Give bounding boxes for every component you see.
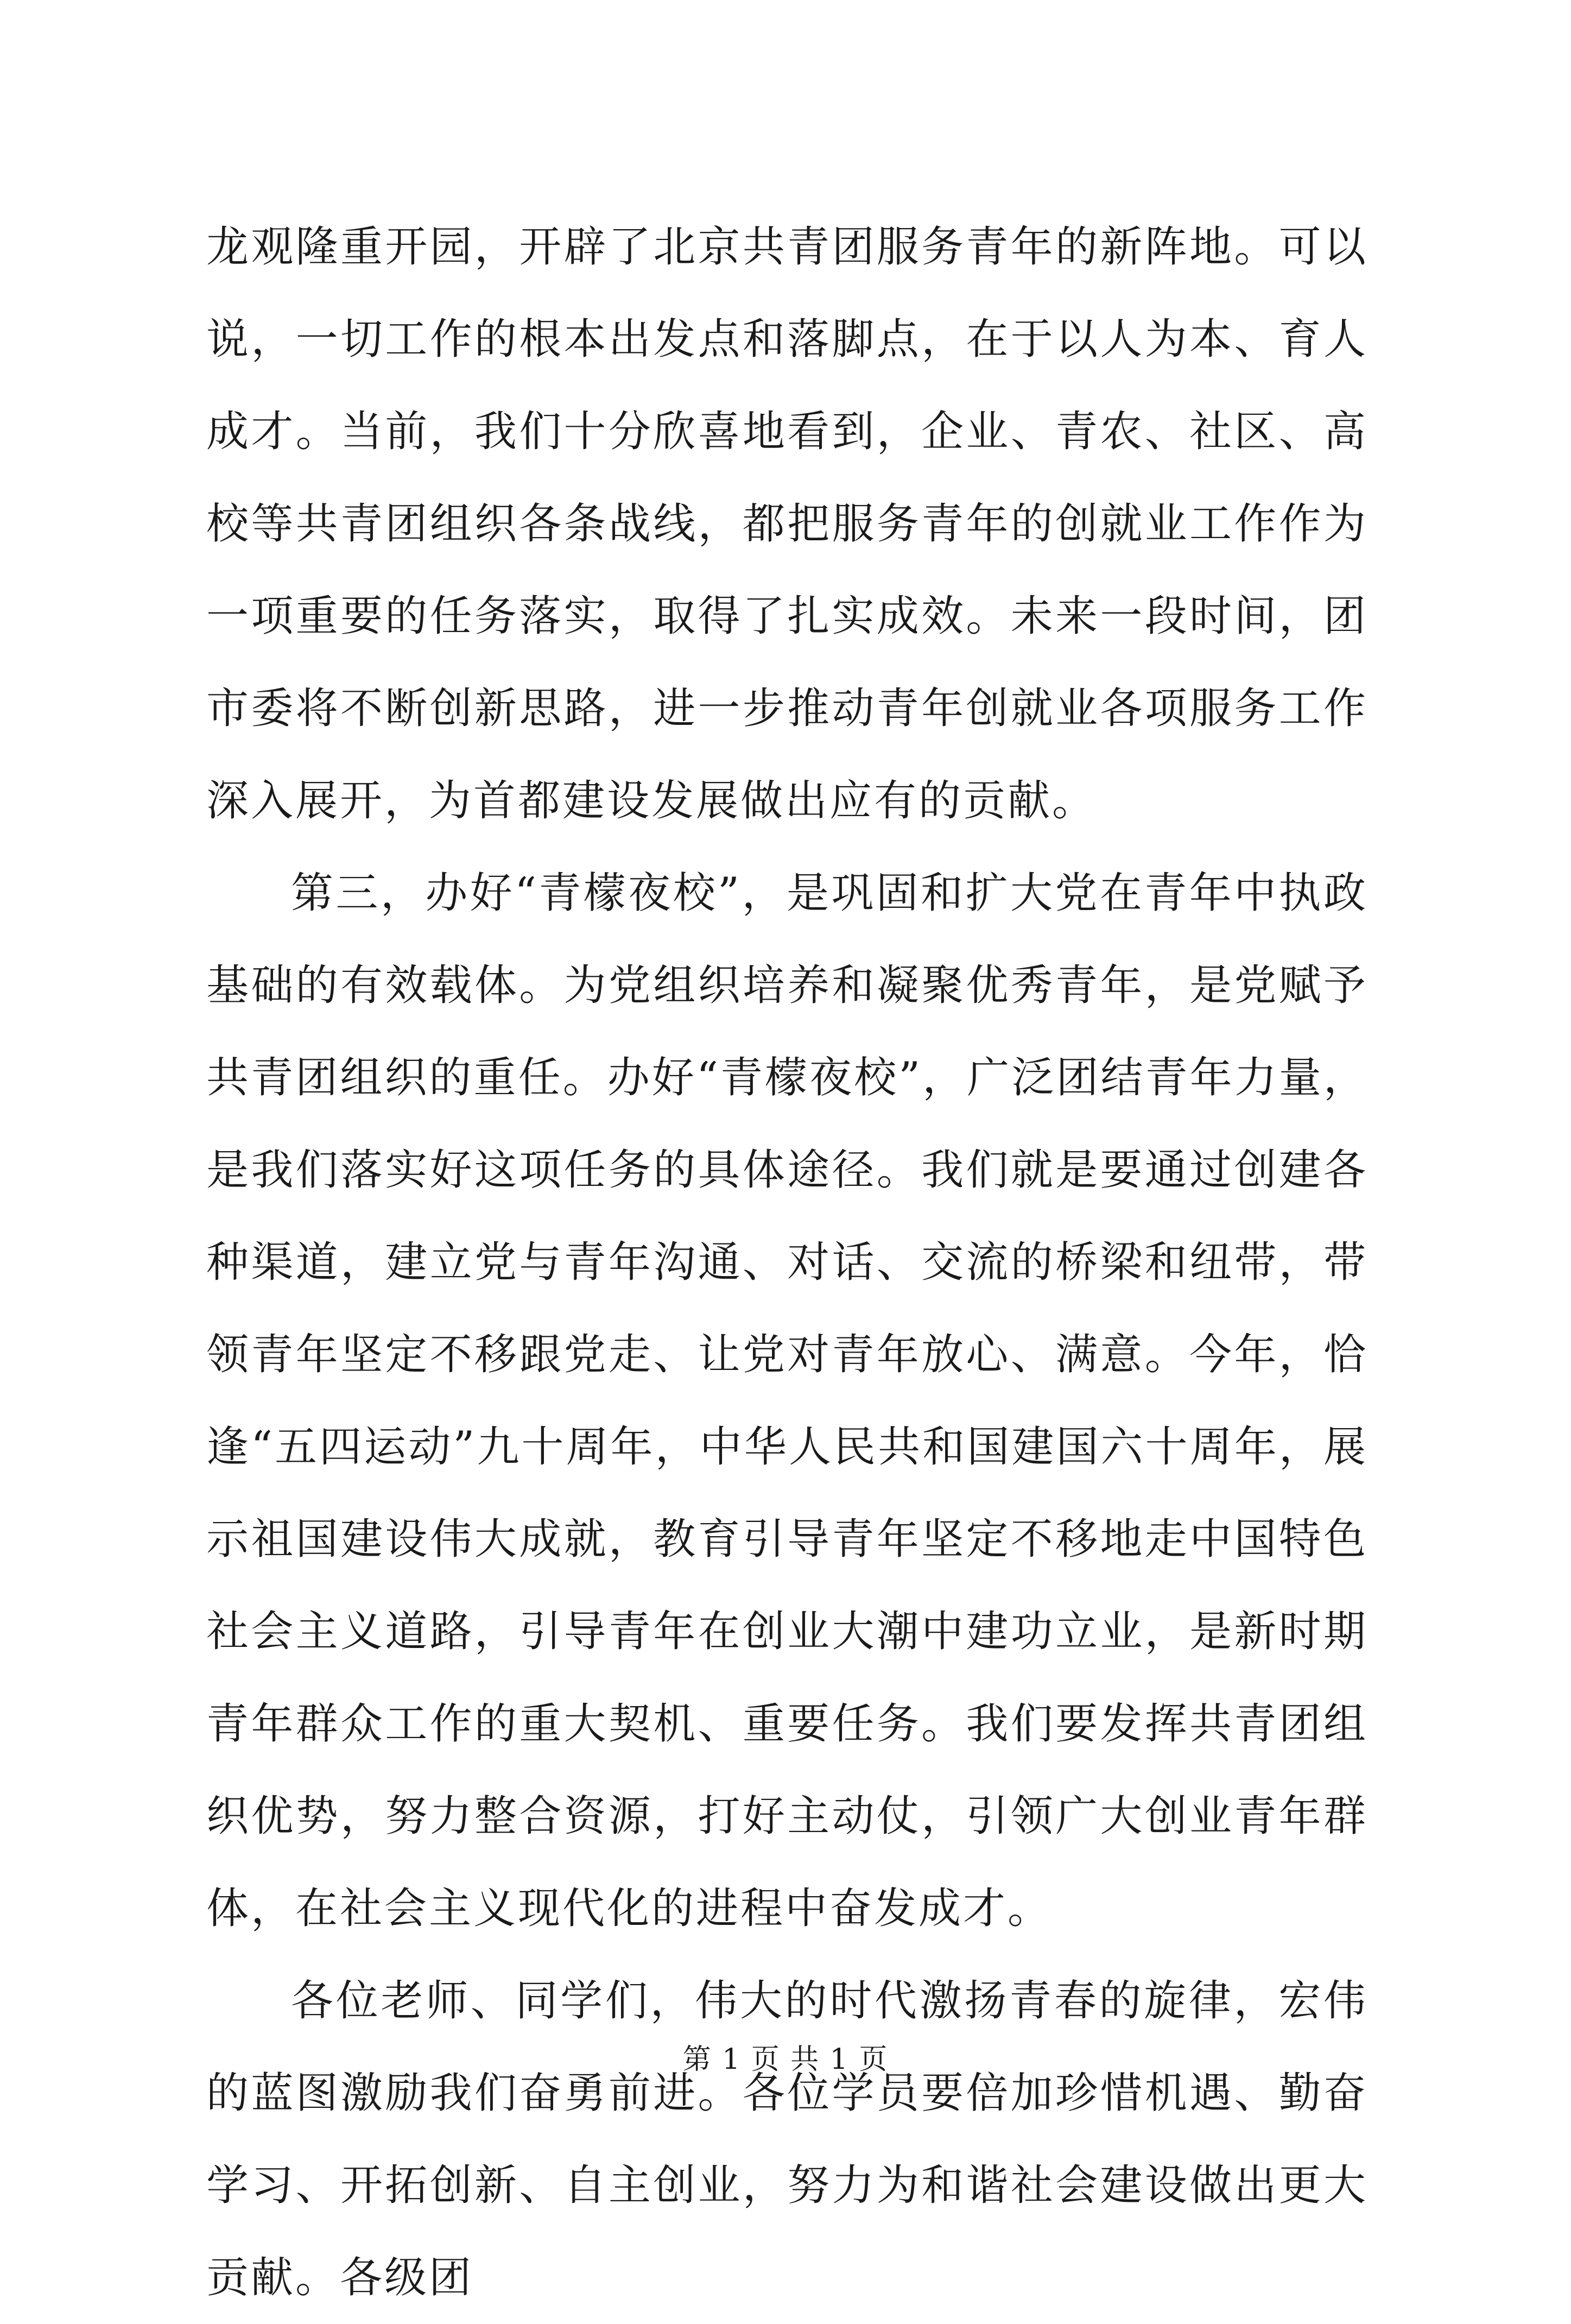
document-body <box>206 201 1368 2324</box>
paragraph-continuation: 龙观隆重开园，开辟了北京共青团服务青年的新阵地。可以说，一切工作的根本出发点和落脚点，在于以人为本、育人成才。当前，我们十分欣喜地看到，企业、青农、社区、高校等共青团组织各条战线，都把服务青年的创就业工作作为一项重要的任务落实，取得了扎实成效。未来一段时间，团市委将不断创新思路，进一步推动青年创就业各项服务工作深入展开，为首都建设发展做出应有的贡献。 <box>206 223 1368 825</box>
paragraph-closing-address: 各位老师、同学们，伟大的时代激扬青春的旋律，宏伟的蓝图激励我们奋勇前进。各位学员要倍加珍惜机遇、勤奋学习、开拓创新、自主创业，努力为和谐社会建设做出更大贡献。各级团 <box>206 1976 1368 2302</box>
page-footer: 第 1 页 共 1 页 <box>682 2043 889 2076</box>
paragraph-third-point: 第三，办好“青檬夜校”，是巩固和扩大党在青年中执政基础的有效载体。为党组织培养和凝聚优秀青年，是党赋予共青团组织的重任。办好“青檬夜校”，广泛团结青年力量，是我们落实好这项任务的具体途径。我们就是要通过创建各种渠道，建立党与青年沟通、对话、交流的桥梁和纽带，带领青年坚定不移跟党走、让党对青年放心、满意。今年，恰逢“五四运动”九十周年，中华人民共和国建国六十周年，展示祖国建设伟大成就，教育引导青年坚定不移地走中国特色社会主义道路，引导青年在创业大潮中建功立业，是新时期青年群众工作的重大契机、重要任务。我们要发挥共青团组织优势，努力整合资源，打好主动仗，引领广大创业青年群体，在社会主义现代化的进程中奋发成才。 <box>206 869 1368 1933</box>
